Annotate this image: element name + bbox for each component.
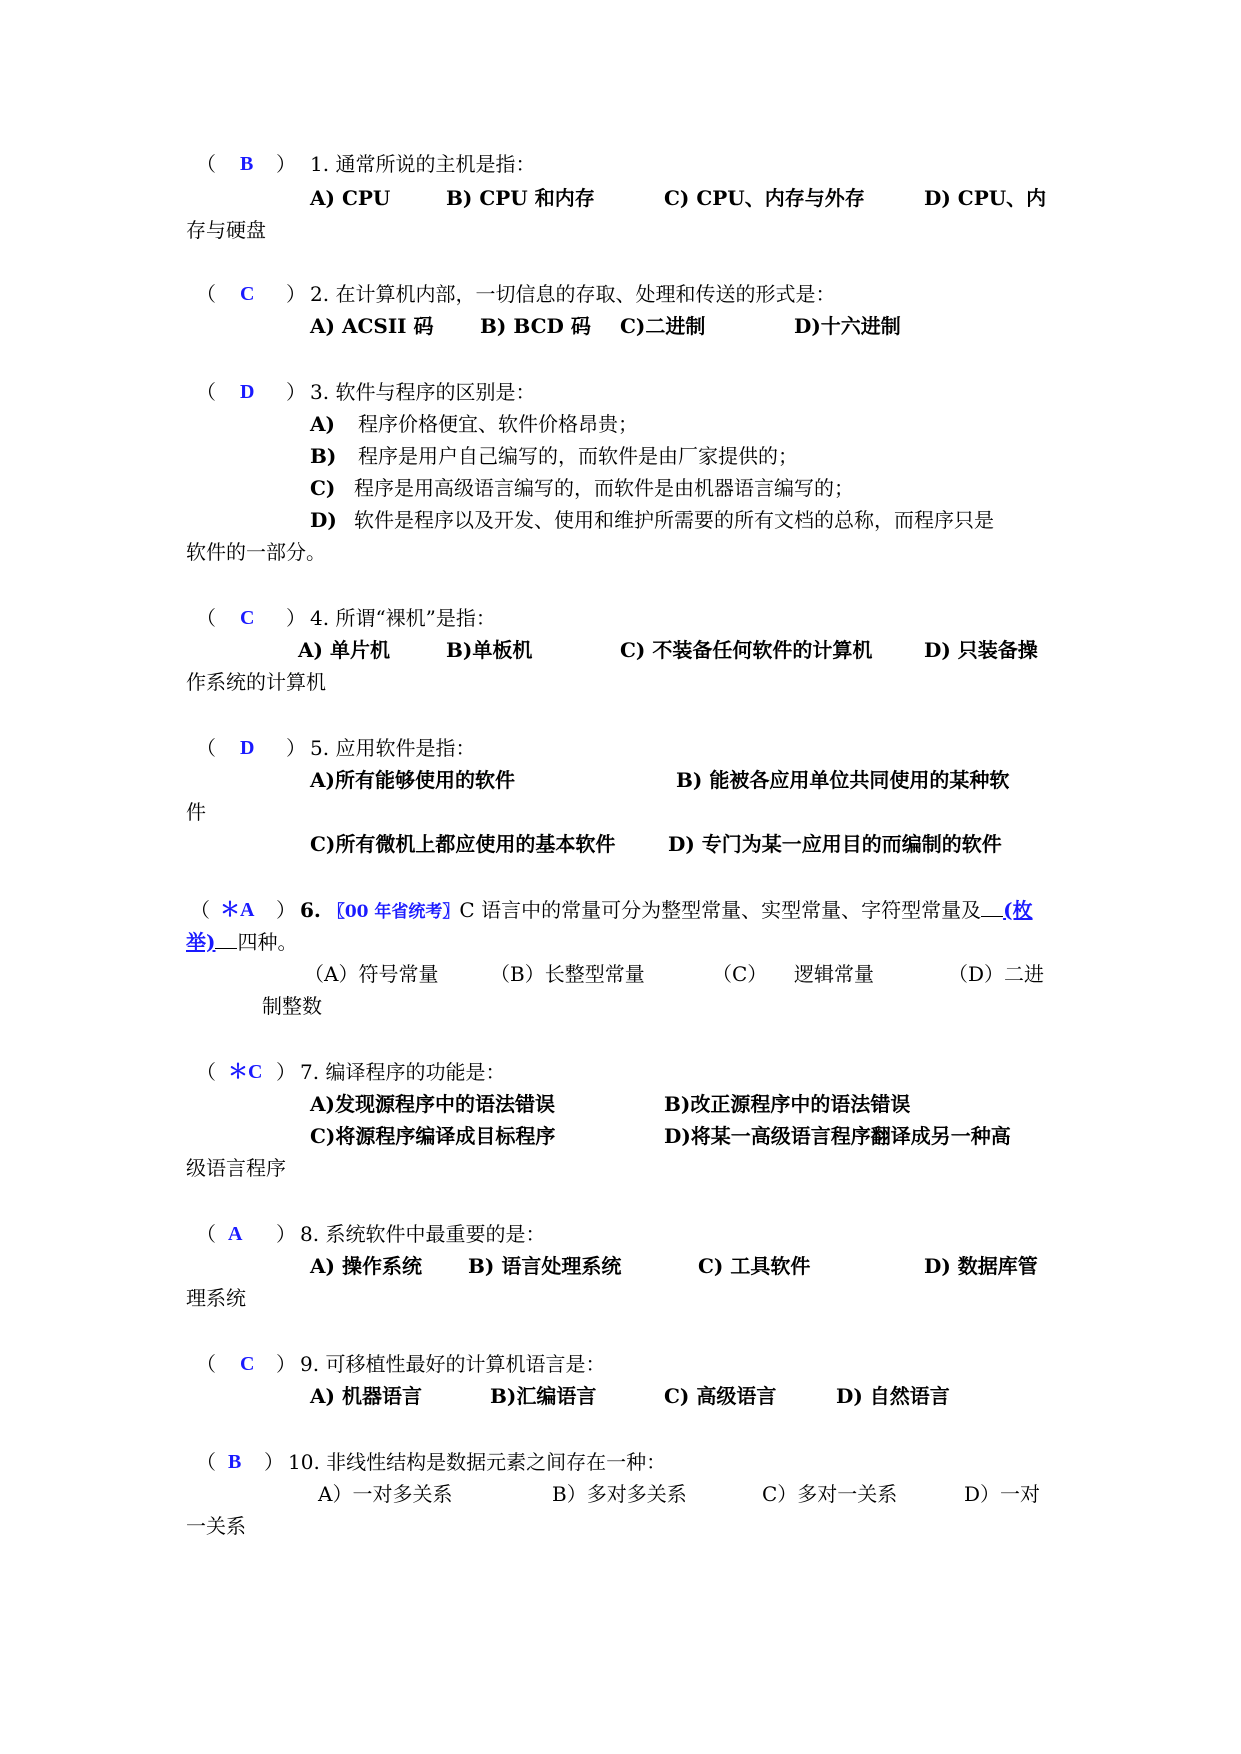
paren-close: ） bbox=[264, 1450, 284, 1474]
question-3-stem: 3. 软件与程序的区别是： bbox=[310, 380, 536, 404]
answer-1: B bbox=[240, 153, 254, 175]
question-3-wrap: 软件的一部分。 bbox=[186, 540, 326, 564]
paren-close: ） bbox=[286, 736, 306, 760]
question-7-option-a: A)发现源程序中的语法错误 bbox=[310, 1092, 555, 1116]
question-3-option-b: 程序是用户自己编写的，而软件是由厂家提供的； bbox=[358, 444, 798, 468]
question-9-option-d: D) 自然语言 bbox=[836, 1384, 950, 1408]
question-8-stem: 8. 系统软件中最重要的是： bbox=[300, 1222, 546, 1246]
paren-open: （ bbox=[196, 1450, 216, 1474]
paren-open: （ bbox=[196, 1060, 216, 1084]
question-10-wrap: 一关系 bbox=[186, 1514, 246, 1538]
question-9-stem: 9. 可移植性最好的计算机语言是： bbox=[300, 1352, 606, 1376]
question-10-option-a: A）一对多关系 bbox=[318, 1482, 453, 1506]
question-7-option-c: C)将源程序编译成目标程序 bbox=[310, 1124, 556, 1148]
paren-close: ） bbox=[286, 606, 306, 630]
question-6-option-a: （A）符号常量 bbox=[304, 962, 439, 986]
question-6-option-c: 逻辑常量 bbox=[794, 962, 874, 986]
question-4-option-a: A) 单片机 bbox=[298, 638, 390, 662]
question-7-wrap: 级语言程序 bbox=[186, 1156, 286, 1180]
question-7-option-b: B)改正源程序中的语法错误 bbox=[664, 1092, 911, 1116]
paren-close: ） bbox=[276, 152, 296, 176]
question-6-text: C 语言中的常量可分为整型常量、实型常量、字符型常量及 bbox=[459, 898, 982, 922]
paren-open: （ bbox=[196, 152, 216, 176]
question-1-option-d: D) CPU、内 bbox=[924, 186, 1047, 210]
question-6-wrap: 制整数 bbox=[262, 994, 322, 1018]
question-2-option-a: A) ACSII 码 bbox=[310, 314, 434, 338]
question-8-option-c: C) 工具软件 bbox=[698, 1254, 811, 1278]
question-7-option-d: D)将某一高级语言程序翻译成另一种高 bbox=[664, 1124, 1011, 1148]
question-3-option-c: 程序是用高级语言编写的，而软件是由机器语言编写的； bbox=[354, 476, 854, 500]
paren-open: （ bbox=[196, 606, 216, 630]
paren-open: （ bbox=[196, 1222, 216, 1246]
question-1-option-a: A) CPU bbox=[310, 186, 391, 210]
question-8-option-d: D) 数据库管 bbox=[924, 1254, 1038, 1278]
question-3-option-d: 软件是程序以及开发、使用和维护所需要的所有文档的总称，而程序只是 bbox=[354, 508, 994, 532]
question-2-option-d: D)十六进制 bbox=[794, 314, 901, 338]
paren-close: ） bbox=[276, 1060, 296, 1084]
question-7-stem: 7. 编译程序的功能是： bbox=[300, 1060, 506, 1084]
question-6-option-b: （B）长整型常量 bbox=[490, 962, 645, 986]
question-8-option-b: B) 语言处理系统 bbox=[468, 1254, 622, 1278]
question-1-stem: 1. 通常所说的主机是指： bbox=[310, 152, 536, 176]
paren-close: ） bbox=[276, 1222, 296, 1246]
paren-close: ） bbox=[276, 898, 296, 922]
question-9-option-b: B)汇编语言 bbox=[490, 1384, 597, 1408]
paren-open: （ bbox=[190, 898, 210, 922]
question-1-wrap: 存与硬盘 bbox=[186, 218, 266, 242]
question-9-option-a: A) 机器语言 bbox=[310, 1384, 422, 1408]
question-6-number: 6. bbox=[300, 898, 328, 922]
answer-7: ＊C bbox=[228, 1061, 263, 1083]
question-2-option-c: C)二进制 bbox=[620, 314, 706, 338]
question-3-label-b: B) bbox=[310, 444, 337, 468]
paren-open: （ bbox=[196, 1352, 216, 1376]
question-2-option-b: B) BCD 码 bbox=[480, 314, 591, 338]
question-1-option-c: C) CPU、内存与外存 bbox=[664, 186, 865, 210]
paren-close: ） bbox=[286, 380, 306, 404]
question-6-blank-b: 举) bbox=[186, 930, 216, 954]
answer-3: D bbox=[240, 381, 255, 403]
answer-8: A bbox=[228, 1223, 243, 1245]
question-6-source: 〖00 年省统考〗 bbox=[327, 902, 460, 922]
question-4-wrap: 作系统的计算机 bbox=[186, 670, 326, 694]
question-10-option-c: C）多对一关系 bbox=[762, 1482, 898, 1506]
paren-open: （ bbox=[196, 380, 216, 404]
question-4-option-c: C) 不装备任何软件的计算机 bbox=[620, 638, 873, 662]
paren-close: ） bbox=[276, 1352, 296, 1376]
question-3-label-d: D) bbox=[310, 508, 337, 532]
question-2-stem: 2. 在计算机内部，一切信息的存取、处理和传送的形式是： bbox=[310, 282, 836, 306]
answer-6: ＊A bbox=[220, 899, 255, 921]
question-6-stem-wrap bbox=[186, 930, 297, 954]
question-10-option-b: B）多对多关系 bbox=[552, 1482, 687, 1506]
question-5-wrap: 件 bbox=[186, 800, 206, 824]
question-3-label-a: A) bbox=[310, 412, 335, 436]
question-6-option-c-label: （C） bbox=[712, 962, 768, 986]
question-5-stem: 5. 应用软件是指： bbox=[310, 736, 476, 760]
question-3-option-a: 程序价格便宜、软件价格昂贵； bbox=[358, 412, 638, 436]
question-8-option-a: A) 操作系统 bbox=[310, 1254, 422, 1278]
question-5-option-b: B) 能被各应用单位共同使用的某种软 bbox=[676, 768, 1010, 792]
paren-close: ） bbox=[286, 282, 306, 306]
answer-4: C bbox=[240, 607, 255, 629]
question-10-stem: 10. 非线性结构是数据元素之间存在一种： bbox=[288, 1450, 667, 1474]
answer-2: C bbox=[240, 283, 255, 305]
question-5-option-c: C)所有微机上都应使用的基本软件 bbox=[310, 832, 616, 856]
question-5-option-a: A)所有能够使用的软件 bbox=[310, 768, 515, 792]
question-4-stem: 4. 所谓“裸机”是指： bbox=[310, 606, 496, 630]
question-4-option-d: D) 只装备操 bbox=[924, 638, 1038, 662]
question-3-label-c: C) bbox=[310, 476, 336, 500]
question-10-option-d: D）一对 bbox=[964, 1482, 1041, 1506]
question-1-option-b: B) CPU 和内存 bbox=[446, 186, 595, 210]
question-6-stem bbox=[300, 898, 1033, 924]
question-5-option-d: D) 专门为某一应用目的而编制的软件 bbox=[668, 832, 1002, 856]
question-6-option-d: （D）二进 bbox=[948, 962, 1045, 986]
question-9-option-c: C) 高级语言 bbox=[664, 1384, 777, 1408]
paren-open: （ bbox=[196, 736, 216, 760]
answer-9: C bbox=[240, 1353, 255, 1375]
question-4-option-b: B)单板机 bbox=[446, 638, 533, 662]
question-6-blank-a: (枚 bbox=[1003, 898, 1033, 922]
answer-10: B bbox=[228, 1451, 242, 1473]
question-6-tail: 四种。 bbox=[237, 930, 298, 954]
question-8-wrap: 理系统 bbox=[186, 1286, 246, 1310]
paren-open: （ bbox=[196, 282, 216, 306]
answer-5: D bbox=[240, 737, 255, 759]
